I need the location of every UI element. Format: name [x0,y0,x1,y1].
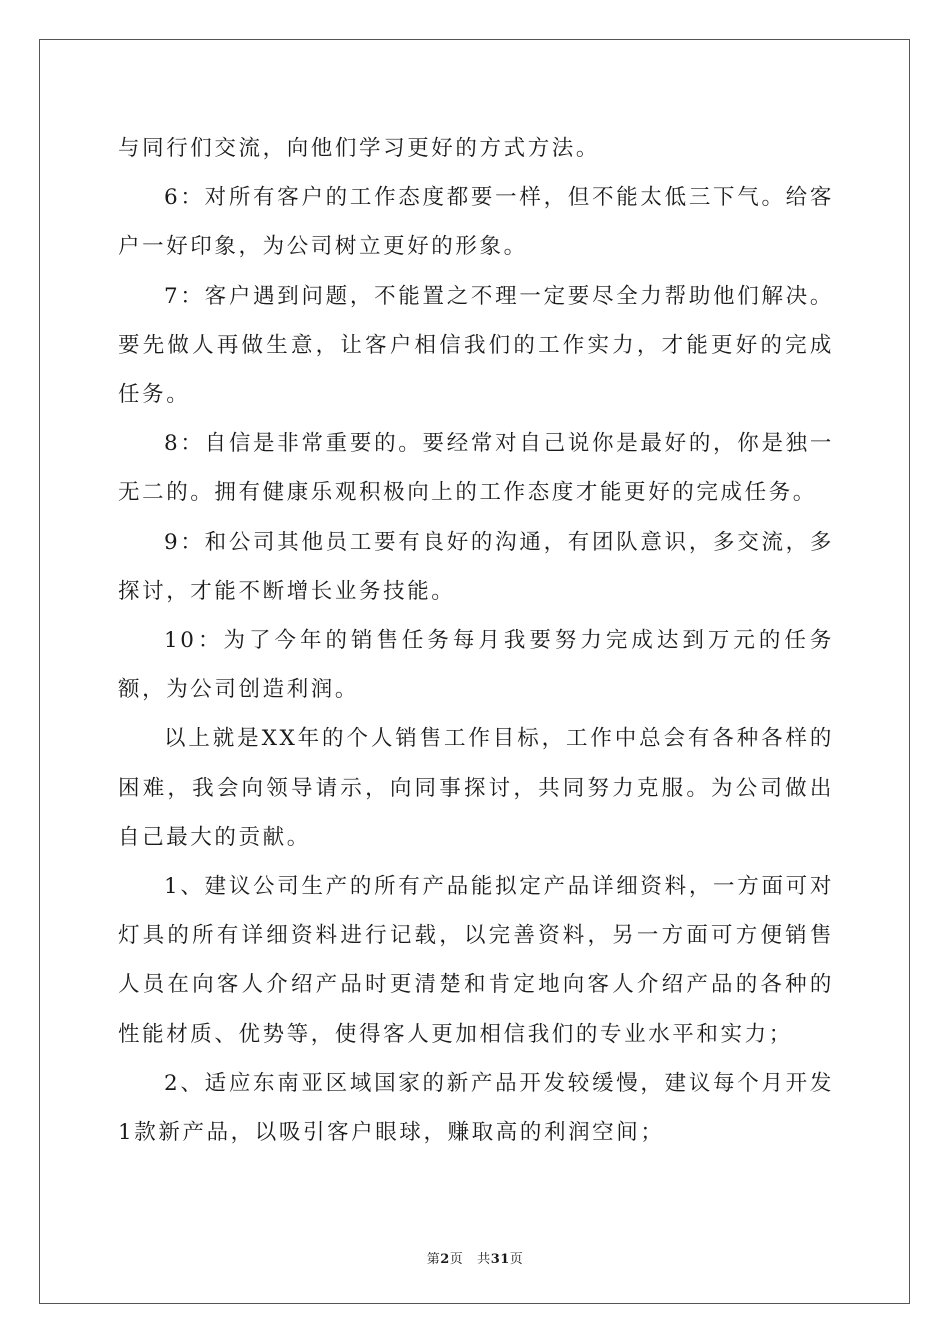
footer-total-suffix: 页 [509,1252,524,1267]
footer-page-suffix: 页 [449,1252,464,1267]
paragraph-1: 与同行们交流，向他们学习更好的方式方法。 [118,136,601,161]
page-footer [0,1248,950,1267]
paragraph-5: 9：和公司其他员工要有良好的沟通，有团队意识，多交流，多探讨，才能不断增长业务技能。 [118,529,834,604]
paragraph-7: 以上就是XX年的个人销售工作目标，工作中总会有各种各样的困难，我会向领导请示，向同事探讨，共同努力克服。为公司做出自己最大的贡献。 [118,726,834,850]
paragraph-8: 1、建议公司生产的所有产品能拟定产品详细资料，一方面可对灯具的所有详细资料进行记载，以完善资料，另一方面可方便销售人员在向客人介绍产品时更清楚和肯定地向客人介绍产品的各种的性能材质、优势等，使得客人更加相信我们的专业水平和实力； [118,874,834,1047]
footer-total-prefix: 共 [477,1252,491,1267]
paragraph-3: 7：客户遇到问题，不能置之不理一定要尽全力帮助他们解决。要先做人再做生意，让客户相信我们的工作实力，才能更好的完成任务。 [118,283,834,408]
footer-current-page: 2 [440,1252,450,1267]
footer-prefix: 第 [426,1252,441,1267]
footer-total-pages: 31 [490,1252,510,1267]
paragraph-4: 8：自信是非常重要的。要经常对自己说你是最好的，你是独一无二的。拥有健康乐观积极向上的工作态度才能更好的完成任务。 [118,431,834,506]
document-body [118,124,834,1157]
paragraph-9: 2、适应东南亚区域国家的新产品开发较缓慢，建议每个月开发1款新产品，以吸引客户眼球，赚取高的利润空间； [118,1070,834,1146]
paragraph-2: 6：对所有客户的工作态度都要一样，但不能太低三下气。给客户一好印象，为公司树立更好的形象。 [118,185,834,260]
paragraph-6: 10：为了今年的销售任务每月我要努力完成达到万元的任务额，为公司创造利润。 [118,628,834,703]
